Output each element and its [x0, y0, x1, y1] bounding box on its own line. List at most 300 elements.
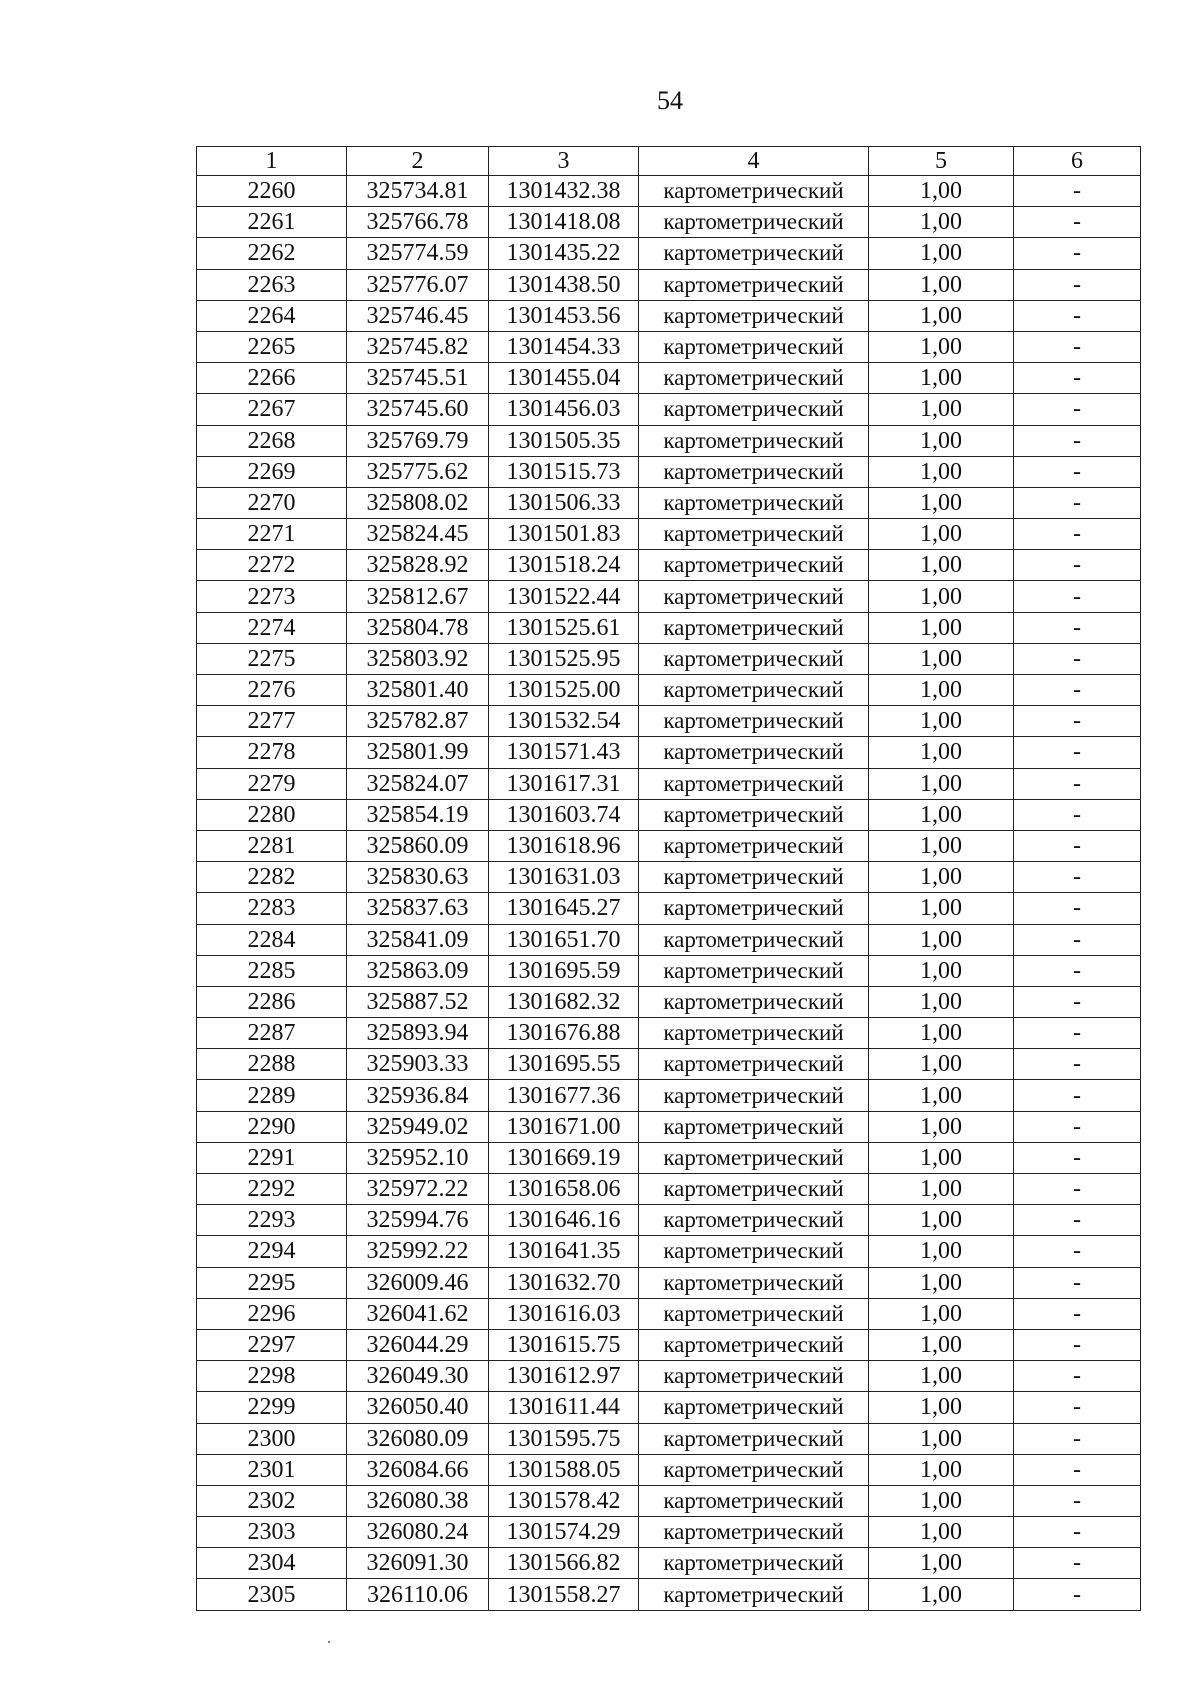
point-number-cell: 2302 [197, 1485, 347, 1516]
point-number-cell: 2264 [197, 300, 347, 331]
y-coordinate-cell: 1301651.70 [489, 924, 639, 955]
x-coordinate-cell: 325769.79 [347, 425, 489, 456]
point-number-cell: 2294 [197, 1236, 347, 1267]
accuracy-cell: 1,00 [869, 550, 1014, 581]
accuracy-cell: 1,00 [869, 1517, 1014, 1548]
point-number-cell: 2266 [197, 363, 347, 394]
note-cell: - [1014, 1205, 1141, 1236]
method-cell: картометрический [639, 269, 869, 300]
accuracy-cell: 1,00 [869, 1111, 1014, 1142]
note-cell: - [1014, 862, 1141, 893]
note-cell: - [1014, 1018, 1141, 1049]
y-coordinate-cell: 1301616.03 [489, 1298, 639, 1329]
method-cell: картометрический [639, 1485, 869, 1516]
y-coordinate-cell: 1301695.55 [489, 1049, 639, 1080]
method-cell: картометрический [639, 425, 869, 456]
x-coordinate-cell: 325801.99 [347, 737, 489, 768]
x-coordinate-cell: 326041.62 [347, 1298, 489, 1329]
point-number-cell: 2299 [197, 1392, 347, 1423]
point-number-cell: 2290 [197, 1111, 347, 1142]
accuracy-cell: 1,00 [869, 893, 1014, 924]
note-cell: - [1014, 550, 1141, 581]
table-row [197, 1049, 1141, 1080]
y-coordinate-cell: 1301578.42 [489, 1485, 639, 1516]
accuracy-cell: 1,00 [869, 1142, 1014, 1173]
note-cell: - [1014, 893, 1141, 924]
point-number-cell: 2284 [197, 924, 347, 955]
method-cell: картометрический [639, 550, 869, 581]
x-coordinate-cell: 325745.51 [347, 363, 489, 394]
x-coordinate-cell: 326084.66 [347, 1454, 489, 1485]
note-cell: - [1014, 1392, 1141, 1423]
method-cell: картометрический [639, 1548, 869, 1579]
point-number-cell: 2283 [197, 893, 347, 924]
header-cell: 6 [1014, 147, 1141, 176]
y-coordinate-cell: 1301611.44 [489, 1392, 639, 1423]
y-coordinate-cell: 1301418.08 [489, 207, 639, 238]
table-row [197, 1454, 1141, 1485]
note-cell: - [1014, 394, 1141, 425]
accuracy-cell: 1,00 [869, 1485, 1014, 1516]
point-number-cell: 2268 [197, 425, 347, 456]
x-coordinate-cell: 325860.09 [347, 830, 489, 861]
point-number-cell: 2280 [197, 799, 347, 830]
x-coordinate-cell: 325837.63 [347, 893, 489, 924]
method-cell: картометрический [639, 675, 869, 706]
note-cell: - [1014, 1548, 1141, 1579]
note-cell: - [1014, 612, 1141, 643]
y-coordinate-cell: 1301456.03 [489, 394, 639, 425]
page-number: 54 [657, 86, 683, 115]
accuracy-cell: 1,00 [869, 1298, 1014, 1329]
accuracy-cell: 1,00 [869, 643, 1014, 674]
point-number-cell: 2292 [197, 1174, 347, 1205]
point-number-cell: 2295 [197, 1267, 347, 1298]
table-row [197, 1080, 1141, 1111]
note-cell: - [1014, 331, 1141, 362]
note-cell: - [1014, 799, 1141, 830]
accuracy-cell: 1,00 [869, 1579, 1014, 1610]
point-number-cell: 2289 [197, 1080, 347, 1111]
method-cell: картометрический [639, 799, 869, 830]
accuracy-cell: 1,00 [869, 1329, 1014, 1360]
x-coordinate-cell: 326080.38 [347, 1485, 489, 1516]
point-number-cell: 2301 [197, 1454, 347, 1485]
x-coordinate-cell: 326009.46 [347, 1267, 489, 1298]
method-cell: картометрический [639, 176, 869, 207]
accuracy-cell: 1,00 [869, 799, 1014, 830]
accuracy-cell: 1,00 [869, 1361, 1014, 1392]
x-coordinate-cell: 325745.60 [347, 394, 489, 425]
accuracy-cell: 1,00 [869, 1236, 1014, 1267]
x-coordinate-cell: 325803.92 [347, 643, 489, 674]
y-coordinate-cell: 1301682.32 [489, 986, 639, 1017]
point-number-cell: 2300 [197, 1423, 347, 1454]
table-row [197, 550, 1141, 581]
method-cell: картометрический [639, 487, 869, 518]
table-row [197, 737, 1141, 768]
accuracy-cell: 1,00 [869, 207, 1014, 238]
accuracy-cell: 1,00 [869, 331, 1014, 362]
note-cell: - [1014, 1049, 1141, 1080]
header-cell: 1 [197, 147, 347, 176]
y-coordinate-cell: 1301671.00 [489, 1111, 639, 1142]
note-cell: - [1014, 1485, 1141, 1516]
accuracy-cell: 1,00 [869, 176, 1014, 207]
accuracy-cell: 1,00 [869, 1205, 1014, 1236]
y-coordinate-cell: 1301695.59 [489, 955, 639, 986]
x-coordinate-cell: 325949.02 [347, 1111, 489, 1142]
accuracy-cell: 1,00 [869, 1049, 1014, 1080]
note-cell: - [1014, 519, 1141, 550]
x-coordinate-cell: 326110.06 [347, 1579, 489, 1610]
table-row [197, 1236, 1141, 1267]
y-coordinate-cell: 1301515.73 [489, 456, 639, 487]
note-cell: - [1014, 1142, 1141, 1173]
method-cell: картометрический [639, 1423, 869, 1454]
table-row [197, 1174, 1141, 1205]
accuracy-cell: 1,00 [869, 269, 1014, 300]
table-row [197, 363, 1141, 394]
x-coordinate-cell: 326044.29 [347, 1329, 489, 1360]
y-coordinate-cell: 1301532.54 [489, 706, 639, 737]
table-row [197, 1579, 1141, 1610]
point-number-cell: 2262 [197, 238, 347, 269]
method-cell: картометрический [639, 1018, 869, 1049]
y-coordinate-cell: 1301631.03 [489, 862, 639, 893]
table-row [197, 675, 1141, 706]
method-cell: картометрический [639, 519, 869, 550]
x-coordinate-cell: 325824.45 [347, 519, 489, 550]
accuracy-cell: 1,00 [869, 363, 1014, 394]
point-number-cell: 2277 [197, 706, 347, 737]
table-row [197, 1485, 1141, 1516]
method-cell: картометрический [639, 1205, 869, 1236]
x-coordinate-cell: 325841.09 [347, 924, 489, 955]
x-coordinate-cell: 325746.45 [347, 300, 489, 331]
point-number-cell: 2305 [197, 1579, 347, 1610]
method-cell: картометрический [639, 768, 869, 799]
y-coordinate-cell: 1301505.35 [489, 425, 639, 456]
note-cell: - [1014, 1267, 1141, 1298]
accuracy-cell: 1,00 [869, 581, 1014, 612]
y-coordinate-cell: 1301617.31 [489, 768, 639, 799]
x-coordinate-cell: 326050.40 [347, 1392, 489, 1423]
method-cell: картометрический [639, 581, 869, 612]
x-coordinate-cell: 325903.33 [347, 1049, 489, 1080]
point-number-cell: 2273 [197, 581, 347, 612]
accuracy-cell: 1,00 [869, 986, 1014, 1017]
y-coordinate-cell: 1301612.97 [489, 1361, 639, 1392]
table-row [197, 1298, 1141, 1329]
accuracy-cell: 1,00 [869, 737, 1014, 768]
scan-speck [328, 1641, 330, 1643]
x-coordinate-cell: 325745.82 [347, 331, 489, 362]
note-cell: - [1014, 955, 1141, 986]
y-coordinate-cell: 1301571.43 [489, 737, 639, 768]
x-coordinate-cell: 325801.40 [347, 675, 489, 706]
accuracy-cell: 1,00 [869, 955, 1014, 986]
point-number-cell: 2293 [197, 1205, 347, 1236]
y-coordinate-cell: 1301603.74 [489, 799, 639, 830]
table-row [197, 1517, 1141, 1548]
table-row [197, 799, 1141, 830]
y-coordinate-cell: 1301641.35 [489, 1236, 639, 1267]
accuracy-cell: 1,00 [869, 1392, 1014, 1423]
accuracy-cell: 1,00 [869, 675, 1014, 706]
header-cell: 5 [869, 147, 1014, 176]
x-coordinate-cell: 326049.30 [347, 1361, 489, 1392]
x-coordinate-cell: 326091.30 [347, 1548, 489, 1579]
table-header-row [197, 147, 1141, 176]
table-row [197, 581, 1141, 612]
table-row [197, 1205, 1141, 1236]
note-cell: - [1014, 706, 1141, 737]
table-body [197, 147, 1141, 1611]
table-row [197, 1267, 1141, 1298]
header-cell: 4 [639, 147, 869, 176]
y-coordinate-cell: 1301658.06 [489, 1174, 639, 1205]
y-coordinate-cell: 1301522.44 [489, 581, 639, 612]
accuracy-cell: 1,00 [869, 768, 1014, 799]
table-row [197, 1142, 1141, 1173]
table-row [197, 1111, 1141, 1142]
accuracy-cell: 1,00 [869, 300, 1014, 331]
method-cell: картометрический [639, 1392, 869, 1423]
point-number-cell: 2263 [197, 269, 347, 300]
table-row [197, 1018, 1141, 1049]
table-row [197, 176, 1141, 207]
accuracy-cell: 1,00 [869, 1018, 1014, 1049]
y-coordinate-cell: 1301501.83 [489, 519, 639, 550]
note-cell: - [1014, 1080, 1141, 1111]
method-cell: картометрический [639, 1174, 869, 1205]
y-coordinate-cell: 1301518.24 [489, 550, 639, 581]
method-cell: картометрический [639, 1454, 869, 1485]
table-row [197, 830, 1141, 861]
point-number-cell: 2261 [197, 207, 347, 238]
x-coordinate-cell: 325893.94 [347, 1018, 489, 1049]
note-cell: - [1014, 830, 1141, 861]
coordinates-table [196, 146, 1141, 1611]
y-coordinate-cell: 1301558.27 [489, 1579, 639, 1610]
method-cell: картометрический [639, 1298, 869, 1329]
method-cell: картометрический [639, 1080, 869, 1111]
note-cell: - [1014, 1361, 1141, 1392]
y-coordinate-cell: 1301525.61 [489, 612, 639, 643]
method-cell: картометрический [639, 924, 869, 955]
y-coordinate-cell: 1301432.38 [489, 176, 639, 207]
note-cell: - [1014, 1454, 1141, 1485]
y-coordinate-cell: 1301615.75 [489, 1329, 639, 1360]
header-cell: 2 [347, 147, 489, 176]
x-coordinate-cell: 325972.22 [347, 1174, 489, 1205]
note-cell: - [1014, 737, 1141, 768]
y-coordinate-cell: 1301676.88 [489, 1018, 639, 1049]
x-coordinate-cell: 325782.87 [347, 706, 489, 737]
note-cell: - [1014, 643, 1141, 674]
note-cell: - [1014, 1174, 1141, 1205]
point-number-cell: 2276 [197, 675, 347, 706]
accuracy-cell: 1,00 [869, 238, 1014, 269]
note-cell: - [1014, 768, 1141, 799]
point-number-cell: 2279 [197, 768, 347, 799]
method-cell: картометрический [639, 986, 869, 1017]
note-cell: - [1014, 1579, 1141, 1610]
note-cell: - [1014, 1329, 1141, 1360]
y-coordinate-cell: 1301438.50 [489, 269, 639, 300]
accuracy-cell: 1,00 [869, 425, 1014, 456]
y-coordinate-cell: 1301645.27 [489, 893, 639, 924]
table-row [197, 1548, 1141, 1579]
note-cell: - [1014, 924, 1141, 955]
accuracy-cell: 1,00 [869, 1454, 1014, 1485]
method-cell: картометрический [639, 1142, 869, 1173]
note-cell: - [1014, 176, 1141, 207]
method-cell: картометрический [639, 737, 869, 768]
note-cell: - [1014, 1423, 1141, 1454]
accuracy-cell: 1,00 [869, 1548, 1014, 1579]
accuracy-cell: 1,00 [869, 1267, 1014, 1298]
method-cell: картометрический [639, 1517, 869, 1548]
method-cell: картометрический [639, 331, 869, 362]
x-coordinate-cell: 325936.84 [347, 1080, 489, 1111]
method-cell: картометрический [639, 643, 869, 674]
y-coordinate-cell: 1301632.70 [489, 1267, 639, 1298]
table-row [197, 269, 1141, 300]
note-cell: - [1014, 300, 1141, 331]
x-coordinate-cell: 325854.19 [347, 799, 489, 830]
point-number-cell: 2278 [197, 737, 347, 768]
table-row [197, 1329, 1141, 1360]
method-cell: картометрический [639, 1049, 869, 1080]
accuracy-cell: 1,00 [869, 1174, 1014, 1205]
note-cell: - [1014, 363, 1141, 394]
table-row [197, 986, 1141, 1017]
point-number-cell: 2303 [197, 1517, 347, 1548]
point-number-cell: 2304 [197, 1548, 347, 1579]
table-row [197, 207, 1141, 238]
method-cell: картометрический [639, 830, 869, 861]
point-number-cell: 2282 [197, 862, 347, 893]
x-coordinate-cell: 325734.81 [347, 176, 489, 207]
x-coordinate-cell: 325994.76 [347, 1205, 489, 1236]
table-row [197, 519, 1141, 550]
x-coordinate-cell: 325812.67 [347, 581, 489, 612]
table-row [197, 300, 1141, 331]
point-number-cell: 2274 [197, 612, 347, 643]
y-coordinate-cell: 1301566.82 [489, 1548, 639, 1579]
method-cell: картометрический [639, 1236, 869, 1267]
method-cell: картометрический [639, 300, 869, 331]
point-number-cell: 2267 [197, 394, 347, 425]
note-cell: - [1014, 456, 1141, 487]
y-coordinate-cell: 1301506.33 [489, 487, 639, 518]
table-row [197, 1361, 1141, 1392]
header-cell: 3 [489, 147, 639, 176]
table-row [197, 487, 1141, 518]
accuracy-cell: 1,00 [869, 612, 1014, 643]
accuracy-cell: 1,00 [869, 394, 1014, 425]
y-coordinate-cell: 1301669.19 [489, 1142, 639, 1173]
note-cell: - [1014, 269, 1141, 300]
y-coordinate-cell: 1301525.00 [489, 675, 639, 706]
point-number-cell: 2286 [197, 986, 347, 1017]
accuracy-cell: 1,00 [869, 487, 1014, 518]
table-row [197, 706, 1141, 737]
method-cell: картометрический [639, 893, 869, 924]
accuracy-cell: 1,00 [869, 924, 1014, 955]
table-row [197, 612, 1141, 643]
y-coordinate-cell: 1301574.29 [489, 1517, 639, 1548]
method-cell: картометрический [639, 363, 869, 394]
method-cell: картометрический [639, 862, 869, 893]
table-row [197, 955, 1141, 986]
accuracy-cell: 1,00 [869, 1080, 1014, 1111]
accuracy-cell: 1,00 [869, 456, 1014, 487]
point-number-cell: 2287 [197, 1018, 347, 1049]
x-coordinate-cell: 325863.09 [347, 955, 489, 986]
method-cell: картометрический [639, 394, 869, 425]
y-coordinate-cell: 1301453.56 [489, 300, 639, 331]
point-number-cell: 2297 [197, 1329, 347, 1360]
method-cell: картометрический [639, 1267, 869, 1298]
point-number-cell: 2291 [197, 1142, 347, 1173]
method-cell: картометрический [639, 207, 869, 238]
table-row [197, 1423, 1141, 1454]
method-cell: картометрический [639, 238, 869, 269]
note-cell: - [1014, 1111, 1141, 1142]
y-coordinate-cell: 1301454.33 [489, 331, 639, 362]
x-coordinate-cell: 325952.10 [347, 1142, 489, 1173]
x-coordinate-cell: 325887.52 [347, 986, 489, 1017]
point-number-cell: 2275 [197, 643, 347, 674]
x-coordinate-cell: 325804.78 [347, 612, 489, 643]
note-cell: - [1014, 238, 1141, 269]
note-cell: - [1014, 487, 1141, 518]
point-number-cell: 2285 [197, 955, 347, 986]
x-coordinate-cell: 325824.07 [347, 768, 489, 799]
x-coordinate-cell: 325774.59 [347, 238, 489, 269]
table-row [197, 456, 1141, 487]
method-cell: картометрический [639, 1329, 869, 1360]
point-number-cell: 2271 [197, 519, 347, 550]
accuracy-cell: 1,00 [869, 706, 1014, 737]
table-row [197, 862, 1141, 893]
note-cell: - [1014, 675, 1141, 706]
y-coordinate-cell: 1301677.36 [489, 1080, 639, 1111]
method-cell: картометрический [639, 955, 869, 986]
note-cell: - [1014, 1236, 1141, 1267]
accuracy-cell: 1,00 [869, 862, 1014, 893]
accuracy-cell: 1,00 [869, 1423, 1014, 1454]
point-number-cell: 2298 [197, 1361, 347, 1392]
method-cell: картометрический [639, 612, 869, 643]
x-coordinate-cell: 325766.78 [347, 207, 489, 238]
x-coordinate-cell: 326080.09 [347, 1423, 489, 1454]
y-coordinate-cell: 1301595.75 [489, 1423, 639, 1454]
x-coordinate-cell: 325830.63 [347, 862, 489, 893]
method-cell: картометрический [639, 1361, 869, 1392]
y-coordinate-cell: 1301618.96 [489, 830, 639, 861]
table-row [197, 394, 1141, 425]
y-coordinate-cell: 1301455.04 [489, 363, 639, 394]
y-coordinate-cell: 1301646.16 [489, 1205, 639, 1236]
point-number-cell: 2288 [197, 1049, 347, 1080]
x-coordinate-cell: 325992.22 [347, 1236, 489, 1267]
x-coordinate-cell: 326080.24 [347, 1517, 489, 1548]
x-coordinate-cell: 325828.92 [347, 550, 489, 581]
